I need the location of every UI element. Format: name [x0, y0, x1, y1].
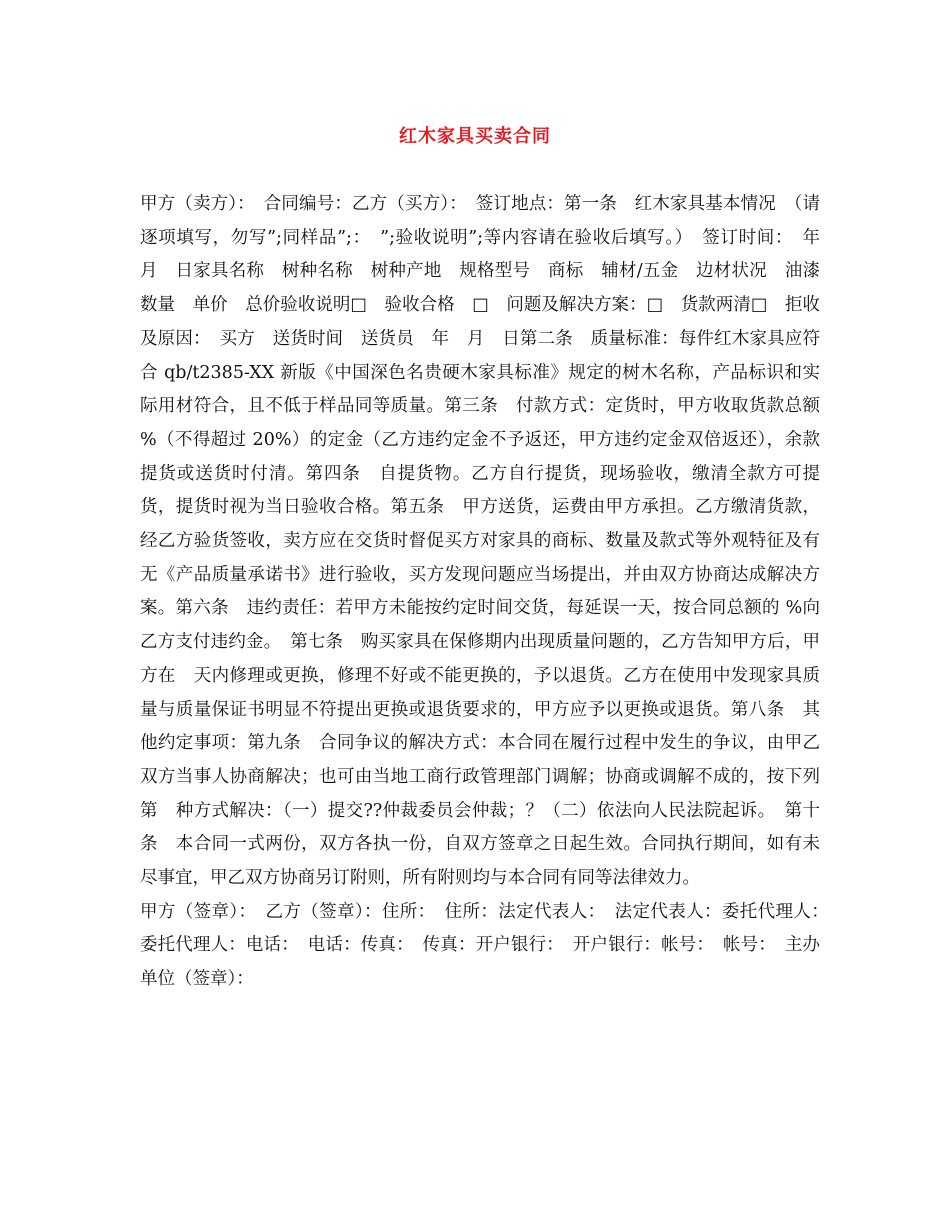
contract-terms-paragraph: 甲方（卖方）： 合同编号：乙方（买方）： 签订地点：第一条 红木家具基本情况 （请逐项填写，勿写”;同样品”;： ”;验收说明”;等内容请在验收后填写。） 签订时间： 年 月 日家具名称 树种名称 树种产地 规格型号 商标 辅材/五金 边材状况 油漆 数量 单价 总价验收说明□ 验收合格 □ 问题及解决方案：□ 货款两清□ 拒收及原因： 买方 送货时间 送货员 年 月 日第二条 质量标准：每件红木家具应符合 qb/t2385-XX 新版《中国深色名贵硬木家具标准》规定的树木名称，产品标识和实际用材符合，且不低于样品同等质量。第三条 付款方式：定货时，甲方收取货款总额 %（不得超过 20%）的定金（乙方违约定金不予返还，甲方违约定金双倍返还），余款提货或送货时付清。第四条 自提货物。乙方自行提货，现场验收，缴清全款方可提货，提货时视为当日验收合格。第五条 甲方送货，运费由甲方承担。乙方缴清货款，经乙方验货签收，卖方应在交货时督促买方对家具的商标、数量及款式等外观特征及有无《产品质量承诺书》进行验收，买方发现问题应当场提出，并由双方协商达成解决方案。第六条 违约责任：若甲方未能按约定时间交货，每延误一天，按合同总额的 %向乙方支付违约金。 第七条 购买家具在保修期内出现质量问题的，乙方告知甲方后，甲方在 天内修理或更换，修理不好或不能更换的，予以退货。乙方在使用中发现家具质量与质量保证书明显不符提出更换或退货要求的，甲方应予以更换或退货。第八条 其他约定事项：第九条 合同争议的解决方式：本合同在履行过程中发生的争议，由甲乙双方当事人协商解决；也可由当地工商行政管理部门调解；协商或调解不成的，按下列第 种方式解决：（一）提交??仲裁委员会仲裁；？（二）依法向人民法院起诉。 第十条 本合同一式两份，双方各执一份，自双方签章之日起生效。合同执行期间，如有未尽事宜，甲乙双方协商另订附则，所有附则均与本合同有同等法律效力。	[140, 194, 838, 889]
signature-block-paragraph: 甲方（签章）： 乙方（签章）：住所： 住所：法定代表人： 法定代表人：委托代理人： 委托代理人：电话： 电话：传真： 传真：开户银行： 开户银行：帐号： 帐号： 主办单位（签章）：	[140, 901, 838, 990]
contract-body	[140, 188, 838, 997]
document-title: 红木家具买卖合同	[399, 126, 551, 147]
